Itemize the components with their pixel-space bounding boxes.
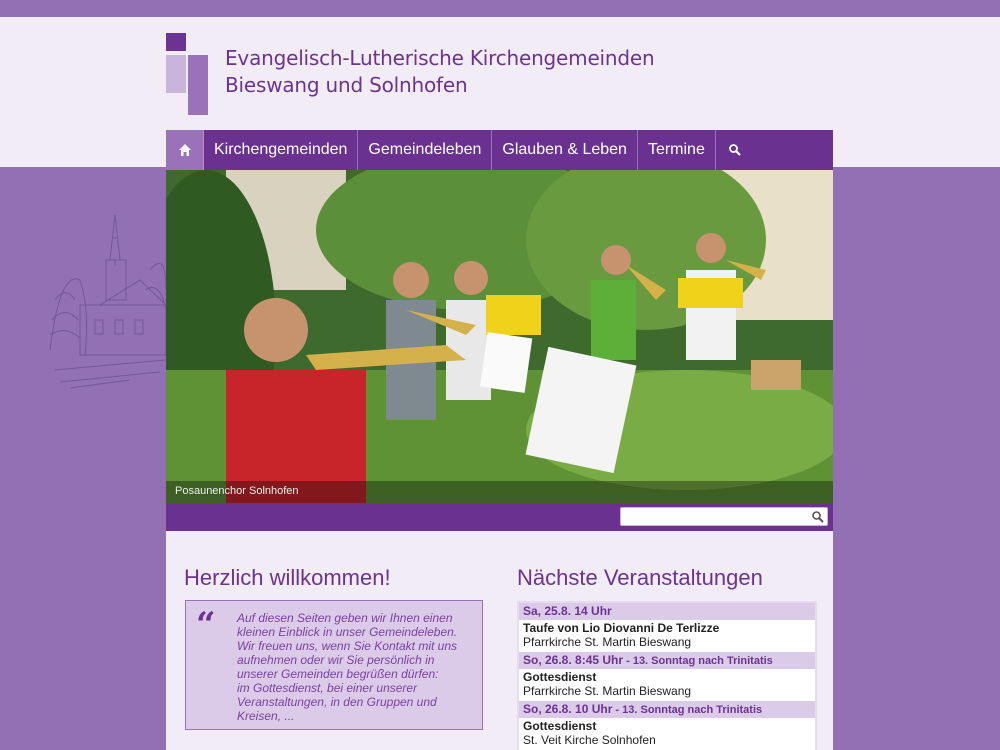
nav-item-label: Kirchengemeinden (214, 141, 348, 158)
site-title[interactable] (225, 45, 654, 99)
event-place: Pfarrkirche St. Martin Bieswang (523, 684, 692, 698)
top-strip (0, 0, 1000, 17)
event-body (519, 718, 815, 750)
logo[interactable] (166, 33, 210, 117)
nav-search[interactable] (716, 130, 754, 170)
nav-item-label: Glauben & Leben (502, 141, 627, 158)
event-item[interactable] (519, 701, 815, 750)
event-date-bar (519, 603, 815, 620)
welcome-paragraph: Auf diesen Seiten geben wir Ihnen einen kleinen Einblick in unser Gemeindeleben. (237, 611, 458, 639)
event-date-bar (519, 701, 815, 718)
event-item[interactable] (519, 603, 815, 652)
event-date: So, 26.8. 10 Uhr (523, 702, 613, 716)
nav-item-label: Gemeindeleben (368, 141, 482, 158)
event-item[interactable] (519, 652, 815, 701)
welcome-paragraph: Wir freuen uns, wenn Sie Kontakt mit uns aufnehmen oder wir Sie persönlich in unserer Gemeinden begrüßen dürfen: (237, 639, 457, 681)
main-nav (166, 130, 833, 170)
hero-image (166, 170, 833, 503)
site-title-line1: Evangelisch-Lutherische Kirchengemeinden (225, 46, 655, 70)
welcome-text (237, 611, 477, 723)
church-sketch-image (40, 210, 166, 390)
welcome-title: Herzlich willkommen! (184, 565, 391, 590)
hero-caption: Posaunenchor Solnhofen (166, 481, 833, 503)
event-occasion: - 13. Sonntag nach Trinitatis (623, 655, 773, 667)
main-content (166, 531, 833, 750)
hero-photo (166, 170, 833, 503)
logo-square-left (166, 55, 186, 93)
nav-home[interactable] (166, 130, 204, 170)
event-occasion: - 13. Sonntag nach Trinitatis (612, 704, 763, 716)
event-name: Gottesdienst (523, 719, 597, 733)
events-title: Nächste Veranstaltungen (517, 565, 763, 590)
event-date: So, 26.8. 8:45 Uhr (523, 653, 624, 667)
site-title-line2: Bieswang und Solnhofen (225, 73, 468, 97)
events-list (517, 601, 817, 750)
nav-item-kirchengemeinden[interactable] (204, 130, 358, 170)
event-name: Taufe von Lio Diovanni De Terlizze (523, 621, 720, 635)
nav-item-gemeindeleben[interactable] (358, 130, 492, 170)
search-icon (728, 143, 742, 157)
event-body (519, 669, 815, 701)
welcome-paragraph: im Gottesdienst, bei einer unserer Veranstaltungen, in den Gruppen und Kreisen, ... (237, 681, 437, 723)
event-place: St. Veit Kirche Solnhofen (523, 733, 656, 747)
nav-item-glauben-leben[interactable] (492, 130, 638, 170)
nav-item-termine[interactable] (638, 130, 716, 170)
event-body (519, 620, 815, 652)
event-name: Gottesdienst (523, 670, 597, 684)
welcome-quote-box (185, 600, 483, 730)
logo-square-right (188, 55, 208, 115)
search-input[interactable] (620, 507, 828, 526)
quote-icon: “ (196, 605, 216, 645)
search-icon[interactable] (811, 510, 825, 524)
event-place: Pfarrkirche St. Martin Bieswang (523, 635, 692, 649)
home-icon (178, 143, 192, 157)
search-bar (166, 503, 833, 531)
event-date-bar (519, 652, 815, 669)
nav-item-label: Termine (647, 141, 705, 158)
logo-square-top (166, 33, 186, 51)
event-date: Sa, 25.8. 14 Uhr (523, 604, 612, 618)
